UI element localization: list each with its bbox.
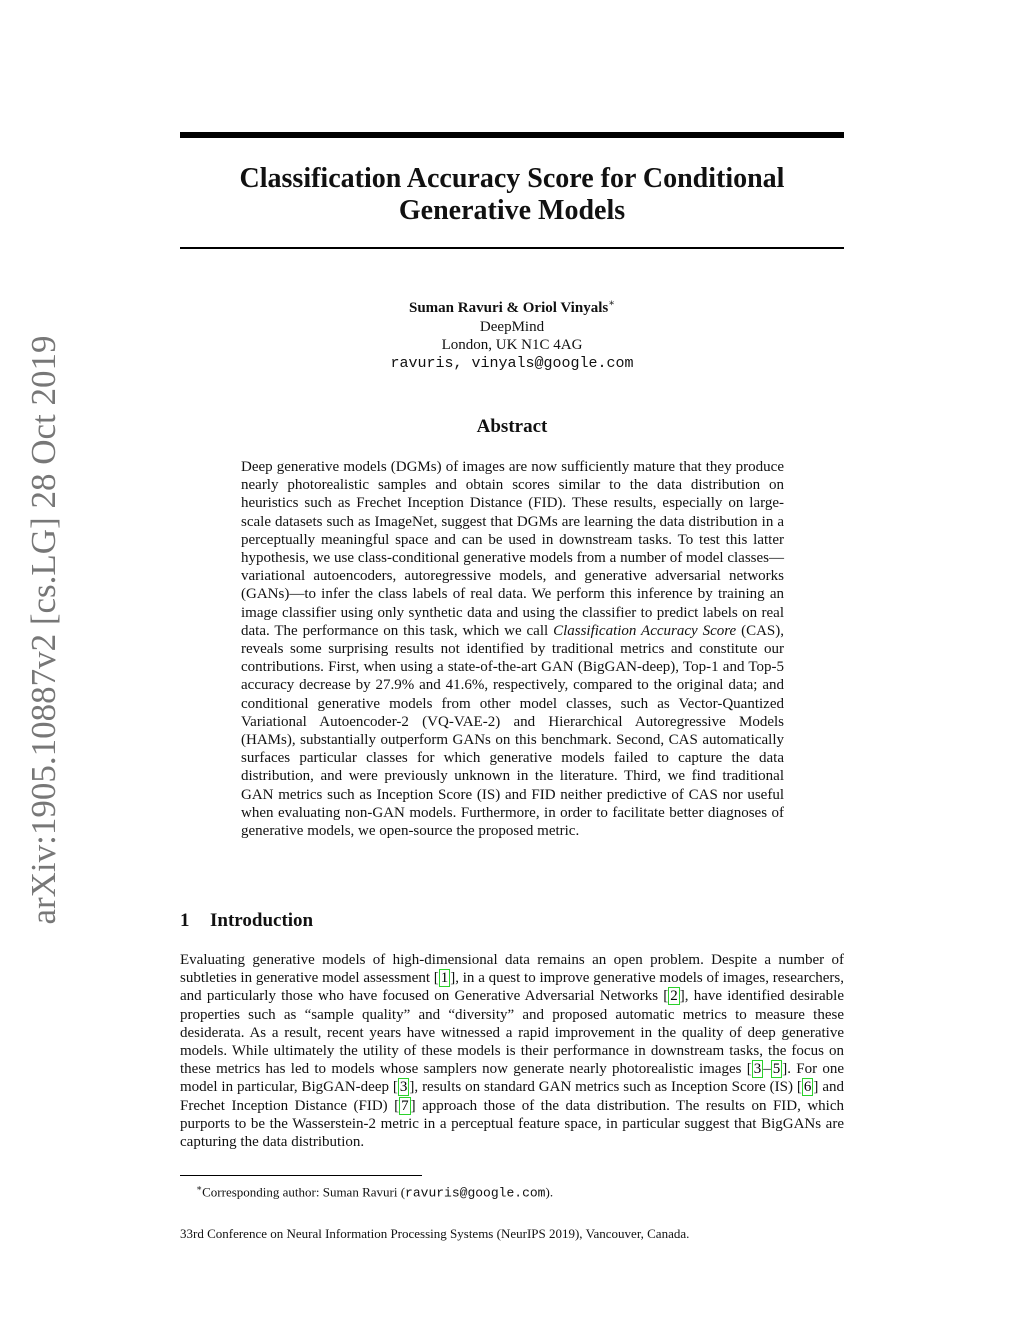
abstract-text-end: (CAS), reveals some surprising results not identified by traditional metrics and constitute our contributions. First, when using a state-of-the-art GAN (BigGAN-deep), Top-1 and Top-5 accuracy decrease by 27.9% and 41.6%, respectively, compared to the original data; and conditional generative models from other model classes, such as Vector-Quantized Variational Autoencoder-2 (VQ-VAE-2) and Hierarchical Autoregressive Models (HAMs), substantially outperform GANs on this benchmark. Second, CAS automatically surfaces particular classes for which generative models failed to capture the data distribution, and were previously unknown in the literature. Third, we find traditional GAN metrics such as Inception Score (IS) and FID neither predictive of CAS nor useful when evaluating non-GAN models. Furthermore, in order to facilitate better diagnoses of generative models, we open-source the proposed metric. [241,622,784,840]
author-location: London, UK N1C 4AG [441,337,583,353]
conference-note: 33rd Conference on Neural Information Processing Systems (NeurIPS 2019), Vancouver, Canada. [180,1226,690,1241]
abstract-italic-term: Classification Accuracy Score [553,622,737,639]
citation-link[interactable]: 2 [670,988,678,1005]
intro-text: and Frechet Inception Distance (FID) [180,1079,844,1114]
citation-link[interactable]: 3 [753,1061,762,1078]
section-heading-introduction [180,910,680,932]
intro-text: , in a quest to improve generative models of images, researchers, and particularly those who have focused on Generative Adversarial Networks [180,970,844,1005]
abstract-text-start: Deep generative models (DGMs) of images are now sufficiently mature that they produce nearly photorealistic samples and obtain scores similar to the data distribution on heuristics such as Frechet Inception Distance (FID). These results, especially on large-scale datasets such as ImageNet, suggest that DGMs are learning the data distribution in a perceptually meaningful space and can be used in downstream tasks. To test this latter hypothesis, we use class-conditional generative models from a number of model classes—variational autoencoders, autoregressive models, and generative adversarial networks (GANs)—to infer the class labels of real data. We perform this inference by training an image classifier using only synthetic data and using the classifier to predict labels on real data. The performance on this task, which we call [241,459,784,639]
citation-link[interactable]: 6 [803,1079,812,1096]
author-names: Suman Ravuri & Oriol Vinyals [409,300,609,316]
introduction-paragraph: Evaluating generative models of high-dimensional data remains an open problem. Despite a number of subtleties in generative model assessment [ 1 ], in a quest to improve generative models of images, researchers, and particularly those who have focused on Generative Adversarial Networks [ 2 ], have identified desirable properties such as “sample quality” and “diversity” and proposed automatic metrics to measure these desiderata. As a result, recent years have witnessed a rapid improvement in the quality of deep generative models. While ultimately the utility of these models is their performance in downstream tasks, the focus on these metrics has led to models whose samplers now generate nearly photorealistic images [ 3 – 5 ]. For one model in particular, BigGAN-deep [ 3 ], results on standard GAN metrics such as Inception Score (IS) [ 6 ] and Frechet Inception Distance (FID) [ 7 ] approach those of the data distribution. The results on FID, which purports to be the Wasserstein-2 metric in a perceptual feature space, in particular suggest that BigGANs are capturing the data distribution. [180,952,845,1151]
paper-title [180,163,844,227]
footnote-rule [180,1175,422,1176]
abstract-body [241,458,784,840]
citation-link[interactable]: 3 [399,1079,408,1096]
title-line-1: Classification Accuracy Score for Conditional [239,163,785,194]
intro-text: , have identified desirable properties such as “sample quality” and “diversity” and proposed automatic metrics to measure these desiderata. As a result, recent years have witnessed a rapid improvement in the quality of deep generative models. While ultimately the utility of these models is their performance in downstream tasks, the focus on these metrics has led to models whose samplers now generate nearly photorealistic images [180,988,844,1078]
title-top-rule [180,132,844,138]
footnote [196,1180,836,1201]
intro-text: Evaluating generative models of high-dimensional data remains an open problem. Despite a number of subtleties in generative model assessment [180,952,844,987]
title-line-2: Generative Models [398,195,626,226]
author-affiliation: DeepMind [479,318,545,335]
citation-link[interactable]: 1 [440,970,449,987]
intro-text: approach those of the data distribution. The results on FID, which purports to be the Wasserstein-2 metric in a perceptual feature space, in particular suggest that BigGANs are capturing the data distribution. [180,1097,844,1151]
section-title: Introduction [210,910,314,931]
section-number: 1 [180,910,190,931]
citation-range-dash: – [763,1061,771,1078]
author-footnote-mark: ∗ [608,298,615,309]
citation-link[interactable]: 7 [401,1097,409,1114]
title-bottom-rule [180,247,844,249]
footnote-text: Corresponding author: Suman Ravuri ( [202,1184,406,1200]
footnote-text-end: ). [545,1184,554,1200]
arxiv-sidebar-stamp: arXiv:1905.10887v2 [cs.LG] 28 Oct 2019 [24,335,63,925]
abstract-heading: Abstract [476,416,548,437]
intro-text: . For one model in particular, BigGAN-deep [180,1061,845,1096]
citation-link[interactable]: 5 [772,1061,781,1078]
intro-text: , results on standard GAN metrics such as Inception Score (IS) [414,1079,797,1096]
author-email: ravuris, vinyals@google.com [390,354,634,372]
footnote-mark: ∗ [196,1183,203,1193]
author-block [180,295,844,373]
footnote-email: ravuris@google.com [405,1185,546,1201]
